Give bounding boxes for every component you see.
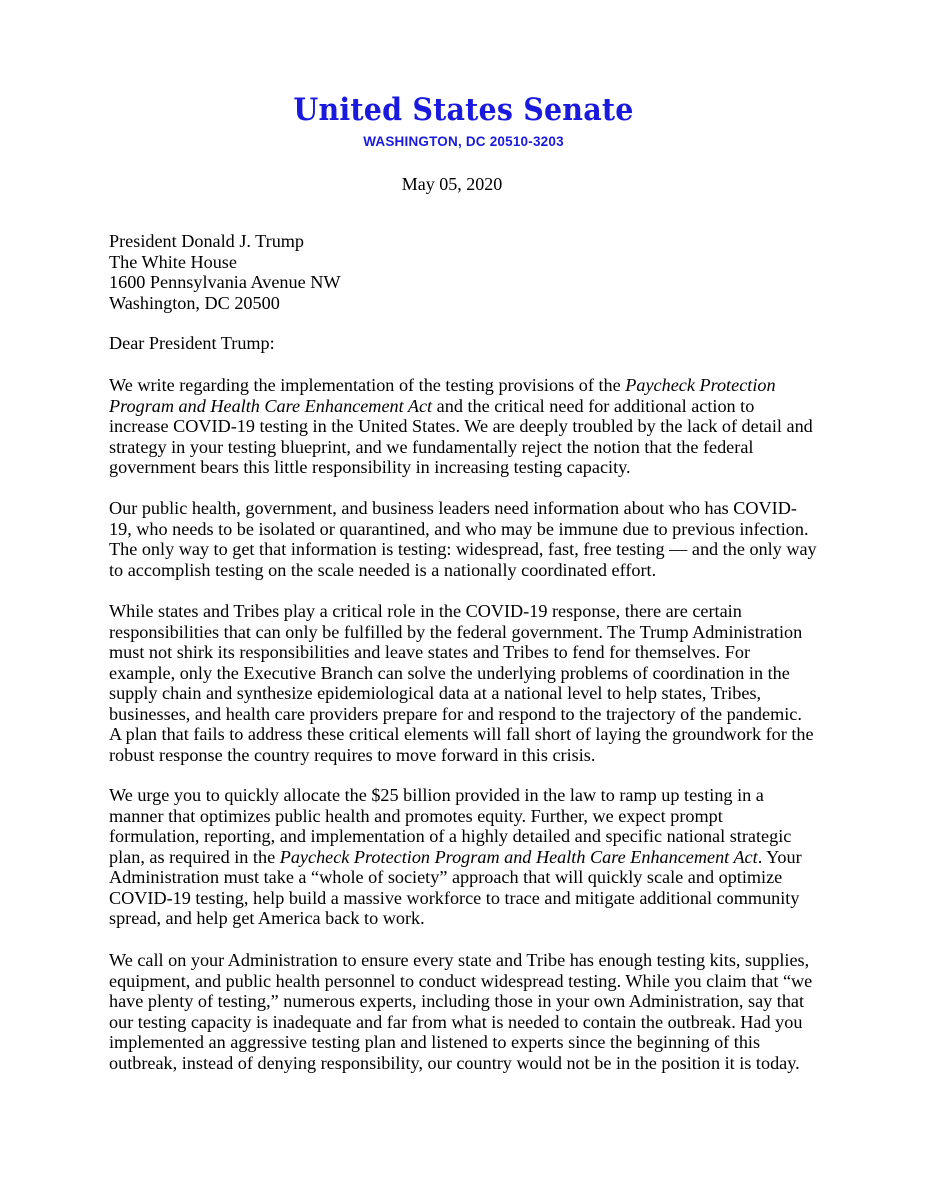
paragraph-line: plan, as required in the Paycheck Protection Program and Health Care Enhancement Act. Your [109, 846, 802, 867]
addressee-city: Washington, DC 20500 [109, 292, 280, 313]
paragraph-line: responsibilities that can only be fulfilled by the federal government. The Trump Administration [109, 621, 803, 642]
paragraph-line: our testing capacity is inadequate and far from what is needed to contain the outbreak. Had you [109, 1011, 803, 1032]
paragraph-1 [109, 375, 829, 478]
paragraph-4 [109, 785, 829, 929]
paragraph-line: must not shirk its responsibilities and leave states and Tribes to fend for themselves. For [109, 642, 751, 662]
paragraph-line: manner that optimizes public health and promotes equity. Further, we expect prompt [109, 805, 723, 826]
paragraph-line: COVID-19 testing, help build a massive workforce to trace and mitigate additional community [109, 887, 800, 908]
addressee-street: 1600 Pennsylvania Avenue NW [109, 272, 341, 292]
paragraph-line: increase COVID-19 testing in the United States. We are deeply troubled by the lack of detail and [109, 416, 813, 436]
paragraph-line: We urge you to quickly allocate the $25 billion provided in the law to ramp up testing in a [109, 785, 764, 805]
act-title: Program and Health Care Enhancement Act [109, 395, 433, 416]
letter-date: May 05, 2020 [401, 174, 503, 194]
paragraph-line: equipment, and public health personnel to conduct widespread testing. While you claim that “we [109, 970, 813, 991]
paragraph-line: example, only the Executive Branch can solve the underlying problems of coordination in the [109, 662, 790, 683]
paragraph-line: 19, who needs to be isolated or quarantined, and who may be immune due to previous infection. [109, 518, 809, 539]
paragraph-line: businesses, and health care providers prepare for and respond to the trajectory of the pandemic. [109, 703, 802, 724]
addressee-name: President Donald J. Trump [109, 231, 305, 251]
paragraph-line: We write regarding the implementation of the testing provisions of the Paycheck Protection [109, 375, 776, 395]
paragraph-line: robust response the country requires to move forward in this crisis. [109, 744, 596, 765]
letterhead-title: United States Senate [293, 92, 634, 128]
paragraph-line: to accomplish testing on the scale needed is a nationally coordinated effort. [109, 559, 657, 580]
paragraph-line: Administration must take a “whole of society” approach that will quickly scale and optimize [109, 867, 783, 887]
letterhead-address: WASHINGTON, DC 20510-3203 [363, 134, 564, 149]
paragraph-line: Program and Health Care Enhancement Act and the critical need for additional action to [109, 395, 755, 416]
paragraph-3 [109, 601, 829, 765]
addressee-organization: The White House [109, 251, 237, 272]
paragraph-line: implemented an aggressive testing plan and listened to experts since the beginning of this [109, 1032, 761, 1052]
paragraph-line: have plenty of testing,” numerous experts, including those in your own Administration, say that [109, 991, 805, 1011]
salutation: Dear President Trump: [109, 333, 275, 353]
paragraph-line: A plan that fails to address these critical elements will fall short of laying the groundwork for the [109, 724, 814, 744]
paragraph-line: We call on your Administration to ensure every state and Tribe has enough testing kits, supplies, [109, 950, 810, 970]
paragraph-line: While states and Tribes play a critical role in the COVID-19 response, there are certain [109, 601, 742, 621]
paragraph-line: The only way to get that information is testing: widespread, fast, free testing — and the only way [109, 539, 817, 559]
act-title: Paycheck Protection Program and Health Care Enhancement Act [279, 846, 758, 867]
paragraph-line: spread, and help get America back to work. [109, 908, 425, 928]
paragraph-line: strategy in your testing blueprint, and we fundamentally reject the notion that the federal [109, 436, 754, 457]
paragraph-line: outbreak, instead of denying responsibility, our country would not be in the position it is today. [109, 1052, 800, 1073]
addressee-block [109, 231, 829, 313]
paragraph-line: supply chain and synthesize epidemiological data at a national level to help states, Tribes, [109, 683, 762, 703]
paragraph-5 [109, 950, 829, 1073]
act-title: Paycheck Protection [625, 375, 776, 395]
paragraph-line: government bears this little responsibility in increasing testing capacity. [109, 457, 631, 477]
paragraph-line: Our public health, government, and business leaders need information about who has COVID- [109, 498, 797, 518]
paragraph-line: formulation, reporting, and implementation of a highly detailed and specific national strategic [109, 826, 792, 846]
paragraph-2 [109, 498, 829, 580]
